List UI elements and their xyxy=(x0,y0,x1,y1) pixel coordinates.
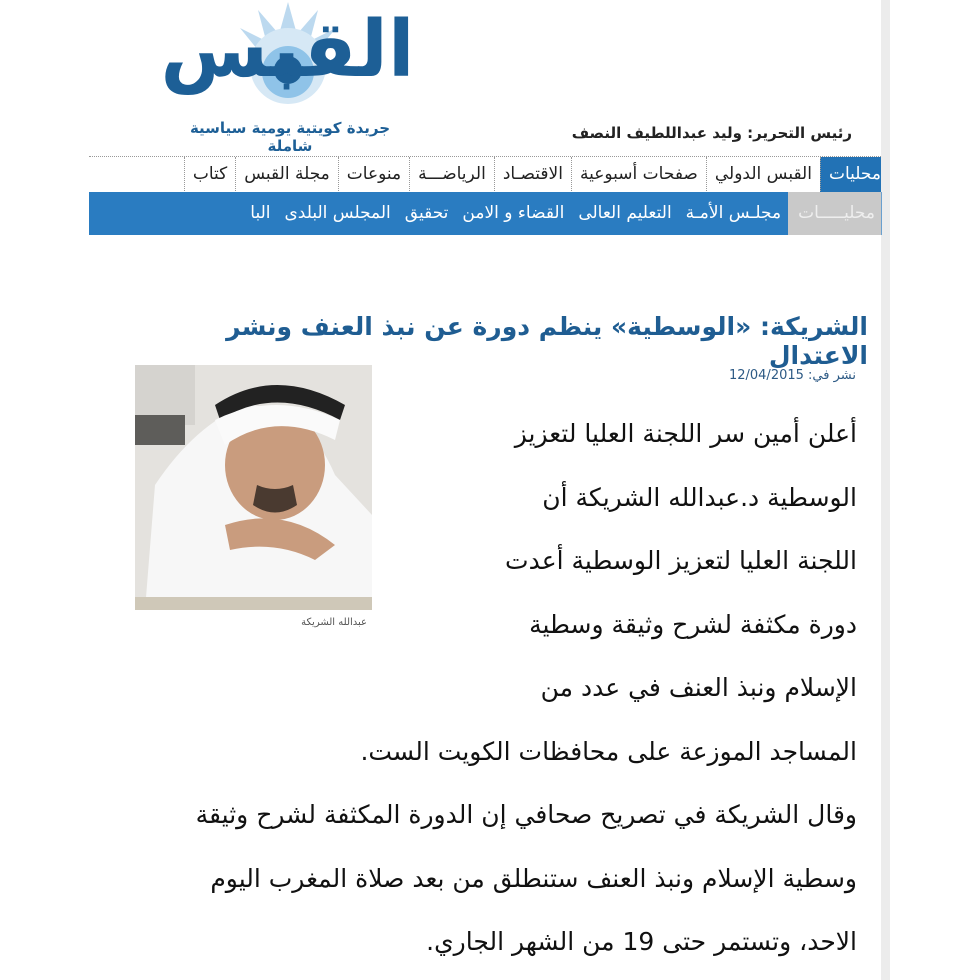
body-line: الاحد، وتستمر حتى 19 من الشهر الجاري. xyxy=(426,927,857,956)
editor-in-chief: رئيس التحرير: وليد عبداللطيف النصف xyxy=(571,124,852,142)
body-line: أعلن أمين سر اللجنة العليا لتعزيز xyxy=(514,419,857,448)
subnav-local[interactable]: محليـــــات xyxy=(788,192,881,235)
nav-tab-weekly[interactable]: صفحات أسبوعية xyxy=(571,157,706,193)
body-line: وسطية الإسلام ونبذ العنف ستنطلق من بعد صلاة المغرب اليوم xyxy=(210,863,857,893)
publish-meta xyxy=(640,368,856,383)
published-date: 12/04/2015 xyxy=(728,368,804,383)
subnav-municipal-council[interactable]: المجلس البلدى xyxy=(284,203,391,223)
nav-tab-economy[interactable]: الاقتصـاد xyxy=(494,157,571,193)
article-body xyxy=(90,402,857,974)
nav-tab-local[interactable]: محليات xyxy=(820,157,881,193)
subnav-higher-education[interactable]: التعليم العالى xyxy=(578,203,672,223)
subnav-investigation[interactable]: تحقيق xyxy=(404,203,449,223)
subnav-more[interactable]: البا xyxy=(250,203,271,223)
nav-tab-magazine[interactable]: مجلة القبس xyxy=(235,157,338,193)
logo-wordmark: القبس xyxy=(160,5,415,95)
published-label: نشر في: xyxy=(808,368,856,383)
sub-nav xyxy=(89,192,882,235)
body-line: اللجنة العليا لتعزيز الوسطية أعدت xyxy=(505,546,857,575)
main-nav xyxy=(89,156,881,193)
body-line: وقال الشريكة في تصريح صحافي إن الدورة المكثفة لشرح وثيقة xyxy=(195,800,857,829)
tagline: جريدة كويتية يومية سياسية شاملة xyxy=(189,119,391,155)
photo-caption: عبدالله الشريكة xyxy=(301,617,367,628)
article-headline: الشريكة: «الوسطية» ينظم دورة عن نبذ العنف ونشر الاعتدال xyxy=(226,312,868,370)
subnav-parliament[interactable]: مجلـس الأمـة xyxy=(685,203,782,223)
body-line: المساجد الموزعة على محافظات الكويت الست. xyxy=(360,736,857,766)
body-line: الوسطية د.عبدالله الشريكة أن xyxy=(542,482,857,512)
subnav-judiciary-security[interactable]: القضاء و الامن xyxy=(462,203,565,223)
nav-tab-sports[interactable]: الرياضـــة xyxy=(409,157,494,193)
nav-tab-international[interactable]: القبس الدولي xyxy=(706,157,820,193)
nav-tab-misc[interactable]: منوعات xyxy=(338,157,409,193)
nav-tab-writers[interactable]: كتاب xyxy=(184,157,235,193)
body-line: دورة مكثفة لشرح وثيقة وسطية xyxy=(529,609,857,639)
body-line: الإسلام ونبذ العنف في عدد من xyxy=(540,673,857,702)
newspaper-logo[interactable] xyxy=(130,0,445,110)
page-scrollbar-track[interactable] xyxy=(881,0,890,980)
